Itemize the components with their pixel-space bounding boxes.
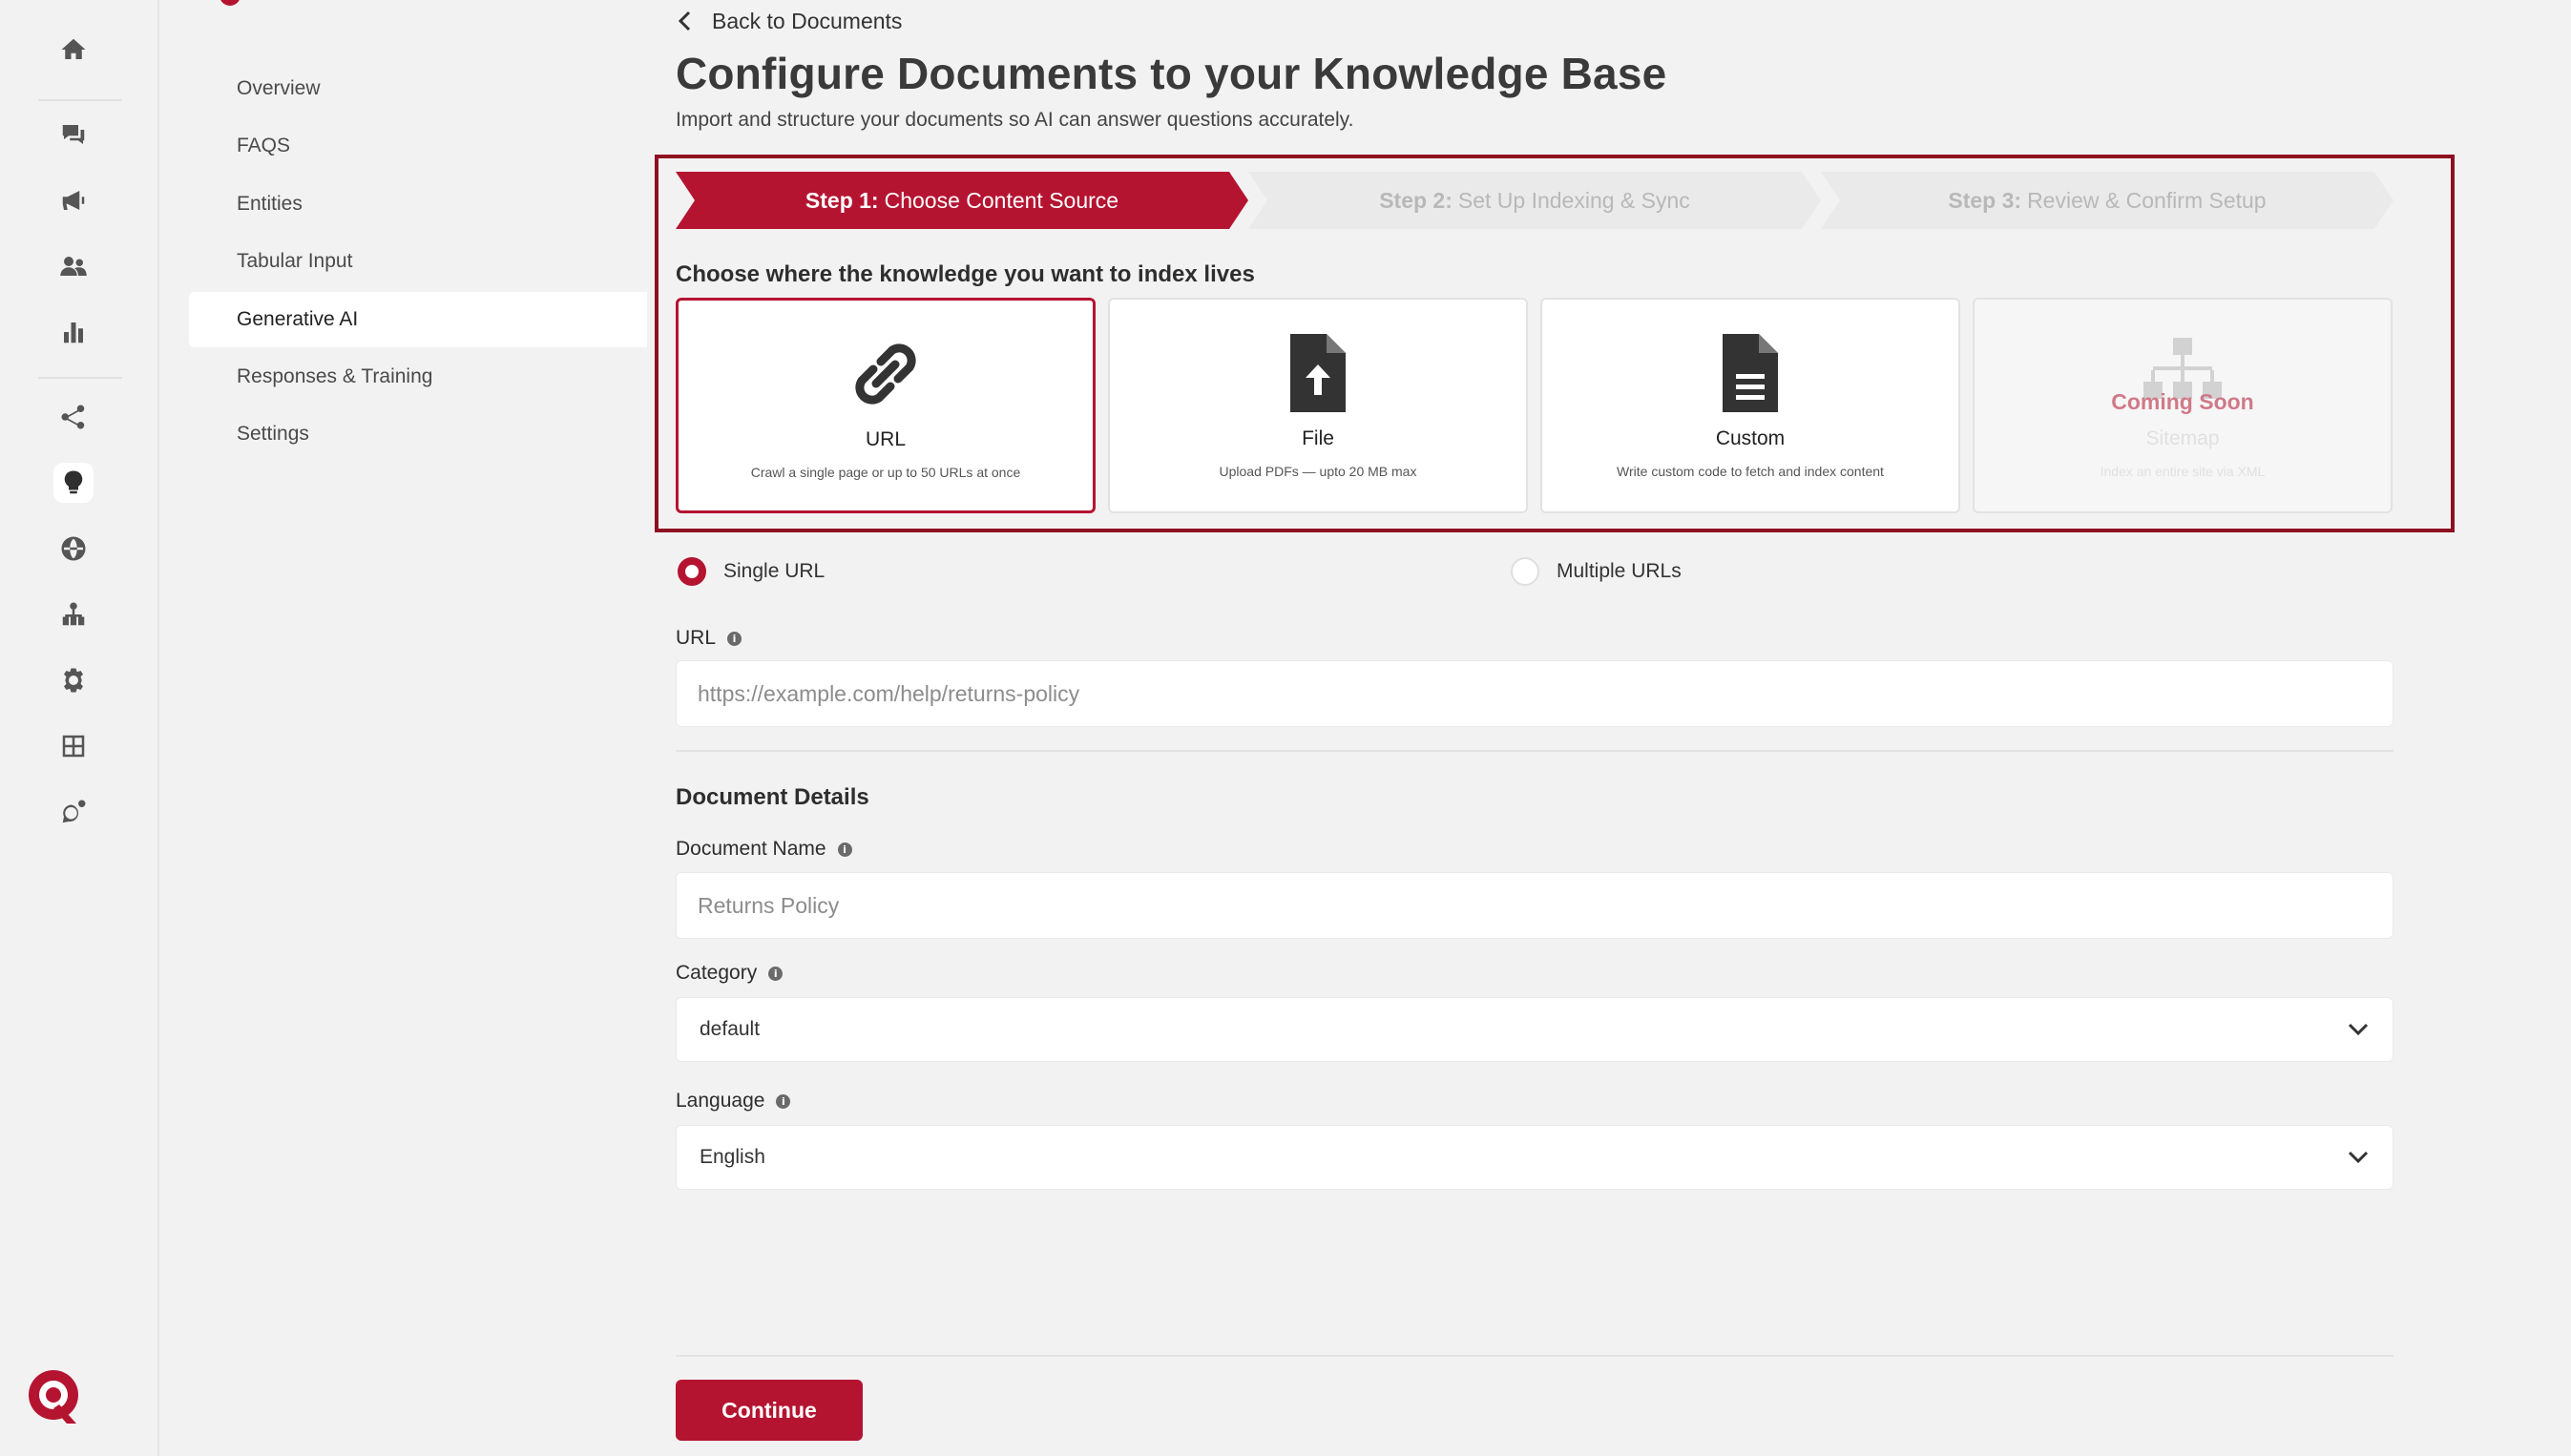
document-details-heading-text: Document Details [676, 784, 869, 810]
language-selected-value: English [700, 1146, 765, 1168]
category-select[interactable] [676, 997, 2393, 1062]
source-cards [676, 298, 2393, 513]
back-link[interactable] [676, 6, 902, 36]
document-details-heading [676, 784, 869, 811]
continue-button[interactable]: Continue [676, 1380, 863, 1441]
users-icon[interactable] [53, 246, 94, 286]
url-input[interactable] [676, 660, 2393, 727]
radio-single-url-label: Single URL [723, 560, 826, 582]
step-3-label: Review & Confirm Setup [2027, 187, 2267, 213]
subnav-item-label: Generative AI [237, 308, 359, 330]
source-card-description: Crawl a single page or up to 50 URLs at once [750, 465, 1021, 480]
radio-single-url[interactable] [678, 557, 825, 586]
subnav-item-label: FAQS [237, 135, 291, 156]
subnav-item-overview[interactable] [189, 61, 647, 116]
document-name-input[interactable] [676, 872, 2393, 939]
page-subtitle: Import and structure your documents so AI can answer questions accurately. [676, 109, 1354, 131]
chevron-down-icon [2347, 1150, 2370, 1165]
document-icon [1709, 332, 1791, 414]
chevron-down-icon [2347, 1022, 2370, 1037]
source-card-description: Upload PDFs — upto 20 MB max [1219, 464, 1417, 479]
footer-divider [676, 1355, 2393, 1357]
source-card-title: File [1302, 427, 1334, 449]
document-name-label [676, 838, 852, 861]
radio-multiple-urls-label: Multiple URLs [1557, 560, 1682, 582]
brand-logo-icon [25, 1366, 82, 1427]
subnav-item-entities[interactable] [189, 177, 647, 232]
lightbulb-icon[interactable] [53, 463, 94, 503]
source-card-file[interactable] [1108, 298, 1528, 513]
step-2[interactable] [1248, 172, 1821, 229]
support-chat-icon[interactable] [53, 792, 94, 832]
category-selected-value: default [700, 1018, 761, 1040]
info-icon[interactable]: i [727, 632, 742, 646]
category-label [676, 962, 783, 985]
language-label [676, 1090, 790, 1113]
page-title: Configure Documents to your Knowledge Base [676, 49, 1667, 98]
subnav-item-label: Responses & Training [237, 365, 433, 387]
radio-multiple-urls[interactable] [1511, 557, 1682, 586]
step-1-number: Step 1: [805, 187, 879, 213]
coming-soon-badge: Coming Soon [2111, 389, 2254, 414]
gear-icon[interactable] [53, 660, 94, 700]
hierarchy-icon[interactable] [53, 594, 94, 634]
workflow-icon[interactable] [53, 397, 94, 437]
icon-rail [0, 0, 159, 1456]
subnav-item-generative-ai[interactable] [189, 292, 647, 347]
document-name-label-text: Document Name [676, 838, 826, 860]
subnav-item-tabular-input[interactable] [189, 234, 647, 289]
globe-icon[interactable] [53, 529, 94, 569]
info-icon[interactable]: i [768, 967, 783, 981]
step-1[interactable] [676, 172, 1248, 229]
category-label-text: Category [676, 962, 758, 984]
file-upload-icon [1277, 332, 1359, 414]
source-card-title: Sitemap [2145, 427, 2220, 449]
megaphone-icon[interactable] [53, 180, 94, 220]
subnav-item-faqs[interactable] [189, 118, 647, 174]
subnav-item-responses-training[interactable] [189, 349, 647, 405]
source-card-custom[interactable] [1540, 298, 1960, 513]
link-icon [845, 333, 927, 415]
source-card-description: Index an entire site via XML [2100, 464, 2266, 479]
source-card-title: Custom [1715, 427, 1786, 449]
source-card-title: URL [865, 428, 906, 450]
subnav-item-label: Entities [237, 193, 303, 215]
back-link-label: Back to Documents [712, 8, 903, 33]
subnav-item-label: Settings [237, 423, 309, 445]
radio-multiple-urls-control[interactable] [1511, 557, 1539, 586]
stepper [676, 172, 2393, 229]
step-2-label: Set Up Indexing & Sync [1457, 187, 1690, 213]
rail-divider [38, 99, 122, 101]
step-1-label: Choose Content Source [884, 187, 1119, 213]
bar-chart-icon[interactable] [53, 312, 94, 352]
section-divider [676, 750, 2393, 752]
subnav-item-label: Overview [237, 77, 321, 99]
rail-divider [38, 377, 122, 379]
url-field-label [676, 627, 742, 650]
source-card-url[interactable] [676, 298, 1096, 513]
step-2-number: Step 2: [1379, 187, 1453, 213]
dashboard-icon[interactable] [53, 726, 94, 766]
language-label-text: Language [676, 1090, 765, 1112]
subnav-item-settings[interactable] [189, 406, 647, 462]
info-icon[interactable]: i [838, 842, 852, 857]
step-3[interactable] [1821, 172, 2393, 229]
chat-icon[interactable] [53, 114, 94, 155]
sub-navigation [160, 0, 649, 1456]
source-prompt: Choose where the knowledge you want to index lives [676, 261, 1255, 287]
url-label-text: URL [676, 627, 717, 649]
language-select[interactable] [676, 1125, 2393, 1190]
step-3-number: Step 3: [1948, 187, 2022, 213]
subnav-item-label: Tabular Input [237, 250, 353, 272]
info-icon[interactable]: i [776, 1094, 790, 1109]
source-card-sitemap [1973, 298, 2393, 513]
radio-single-url-control[interactable] [678, 557, 706, 586]
chevron-left-icon [676, 10, 695, 32]
home-icon[interactable] [53, 30, 94, 70]
source-card-description: Write custom code to fetch and index content [1617, 464, 1884, 479]
